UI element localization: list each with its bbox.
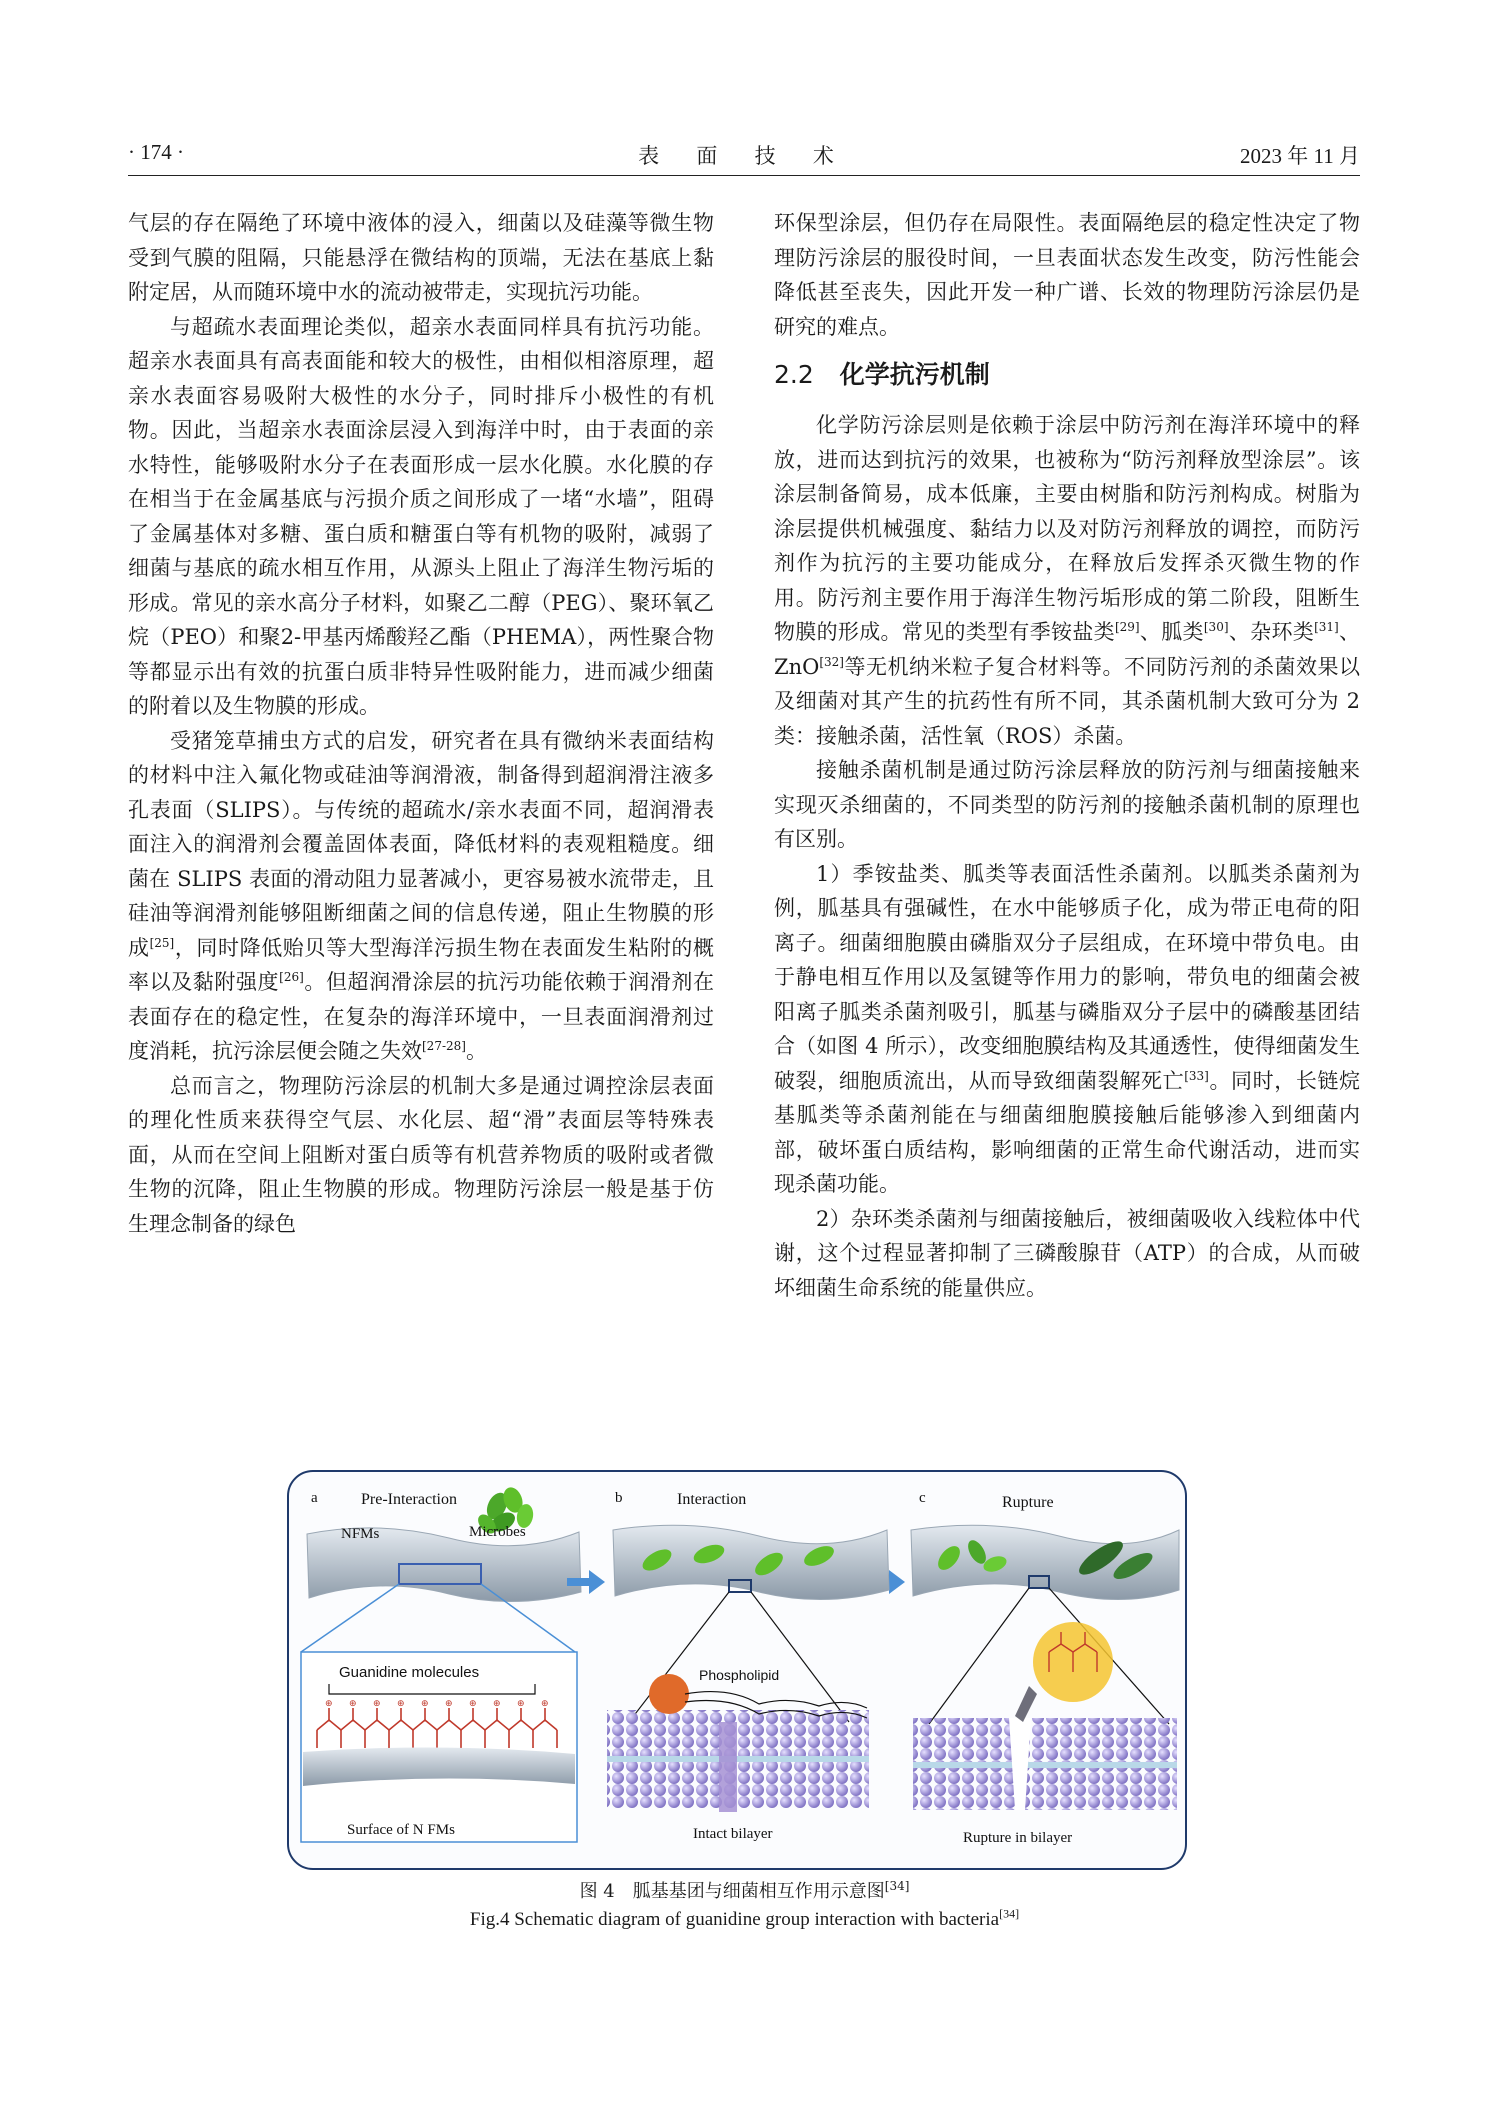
citation: [33]: [1184, 1068, 1209, 1083]
paragraph: 1）季铵盐类、胍类等表面活性杀菌剂。以胍类杀菌剂为例，胍基具有强碱性，在水中能够质子化，成为带正电荷的阳离子。细菌细胞膜由磷脂双分子层组成，在环境中带负电。由于静电相互作用以及氢键等作用力的影响，带负电的细菌会被阳离子胍类杀菌剂吸引，胍基与磷脂双分子层中的磷酸基团结合（如图 4 所示），改变细胞膜结构及其通透性，使得细菌发生破裂，细胞质流出，从而导致细菌裂解死亡[33]。同时，长链烷基胍类等杀菌剂能在与细菌细胞膜接触后能够渗入到细菌内部，破坏蛋白质结构，影响细菌的正常生命代谢活动，进而实现杀菌功能。: [774, 861, 1361, 1196]
citation: [34]: [999, 1906, 1020, 1921]
citation: [27-28]: [422, 1039, 466, 1053]
surface-label: Surface of N FMs: [347, 1822, 455, 1838]
panel-a-title: Pre-Interaction: [361, 1491, 457, 1508]
journal-title: 表 面 技 术: [638, 144, 850, 168]
intact-bilayer-label: Intact bilayer: [693, 1826, 773, 1842]
right-column: [774, 206, 1360, 1305]
figure-caption-cn: 图 4 胍基基团与细菌相互作用示意图[34]: [579, 1879, 910, 1902]
svg-text:⊕: ⊕: [469, 1699, 477, 1709]
panel-c-letter: c: [919, 1490, 926, 1506]
left-column: [128, 206, 714, 1241]
paragraph: 化学防污涂层则是依赖于涂层中防污剂在海洋环境中的释放，进而达到抗污的效果，也被称为“防污剂释放型涂层”。该涂层制备简易，成本低廉，主要由树脂和防污剂构成。树脂为涂层提供机械强度、黏结力以及对防污剂释放的调控，而防污剂作为抗污的主要功能成分，在释放后发挥杀灭微生物的作用。防污剂主要作用于海洋生物污垢形成的第二阶段，阻断生物膜的形成。常见的类型有季铵盐类[29]、胍类[30]、杂环类[31]、ZnO[32]等无机纳米粒子复合材料等。不同防污剂的杀菌效果以及细菌对其产生的抗药性有所不同，其杀菌机制大致可分为 2 类：接触杀菌，活性氧（ROS）杀菌。: [774, 413, 1361, 748]
panel-b-letter: b: [615, 1490, 623, 1506]
page-number: · 174 ·: [128, 140, 184, 164]
svg-text:⊕: ⊕: [517, 1699, 525, 1709]
citation: [32]: [819, 654, 844, 669]
bilayer-midline: [607, 1756, 869, 1762]
citation: [30]: [1203, 620, 1229, 634]
panel-b-title: Interaction: [677, 1491, 747, 1508]
paragraph: 气层的存在隔绝了环境中液体的浸入，细菌以及硅藻等微生物受到气膜的阻隔，只能悬浮在微结构的顶端，无法在基底上黏附定居，从而随环境中水的流动被带走，实现抗污功能。: [128, 211, 714, 304]
zoom-line: [929, 1588, 1029, 1724]
membrane-protein: [719, 1722, 737, 1812]
section-title: 化学抗污机制: [839, 360, 990, 389]
rupture-bilayer-label: Rupture in bilayer: [963, 1830, 1073, 1846]
rupture-arrow-icon: [1015, 1686, 1037, 1722]
issue-date: 2023 年 11 月: [1240, 144, 1360, 168]
citation: [29]: [1114, 620, 1140, 634]
guanidine-label: Guanidine molecules: [339, 1664, 480, 1681]
svg-text:⊕: ⊕: [373, 1699, 381, 1709]
svg-text:⊕: ⊕: [445, 1699, 453, 1709]
bilayer-midline: [913, 1762, 1177, 1768]
panel-c-title: Rupture: [1002, 1494, 1054, 1511]
svg-text:⊕: ⊕: [397, 1699, 405, 1709]
section-number: 2.2: [774, 360, 814, 389]
paragraph: 受猪笼草捕虫方式的启发，研究者在具有微纳米表面结构的材料中注入氟化物或硅油等润滑液，制备得到超润滑注液多孔表面（SLIPS）。与传统的超疏水/亲水表面不同，超润滑表面注入的润滑剂会覆盖固体表面，降低材料的表观粗糙度。细菌在 SLIPS 表面的滑动阻力显著减小，更容易被水流带走，且硅油等润滑剂能够阻断细菌之间的信息传递，阻止生物膜的形成[25]，同时降低贻贝等大型海洋污损生物在表面发生粘附的概率以及黏附强度[26]。但超润滑涂层的抗污功能依赖于润滑剂在表面存在的稳定性，在复杂的海洋环境中，一旦表面润滑剂过度消耗，抗污涂层便会随之失效[27-28]。: [128, 728, 715, 1063]
header-rule: [128, 175, 1360, 176]
citation: [25]: [149, 935, 175, 950]
paragraph: 环保型涂层，但仍存在局限性。表面隔绝层的稳定性决定了物理防污涂层的服役时间，一旦表面状态发生改变，防污性能会降低甚至丧失，因此开发一种广谱、长效的物理防污涂层仍是研究的难点。: [774, 211, 1360, 339]
svg-text:⊕: ⊕: [541, 1699, 549, 1709]
svg-text:⊕: ⊕: [325, 1699, 333, 1709]
paragraph: 2）杂环类杀菌剂与细菌接触后，被细菌吸收入线粒体中代谢，这个过程显著抑制了三磷酸腺苷（ATP）的合成，从而破坏细菌生命系统的能量供应。: [774, 1206, 1360, 1300]
paragraph: 总而言之，物理防污涂层的机制大多是通过调控涂层表面的理化性质来获得空气层、水化层、超“滑”表面层等特殊表面，从而在空间上阻断对蛋白质等有机营养物质的吸附或者微生物的沉降，阻止生物膜的形成。物理防污涂层一般是基于仿生理念制备的绿色: [128, 1073, 714, 1236]
citation: [34]: [884, 1879, 910, 1893]
svg-text:⊕: ⊕: [493, 1699, 501, 1709]
citation: [26]: [279, 970, 304, 984]
page-header: [128, 140, 1360, 176]
figure-caption-en: Fig.4 Schematic diagram of guanidine group interaction with bacteria[34]: [469, 1906, 1020, 1930]
paragraph: 与超疏水表面理论类似，超亲水表面同样具有抗污功能。超亲水表面具有高表面能和较大的极性，由相似相溶原理，超亲水表面容易吸附大极性的水分子，同时排斥小极性的有机物。因此，当超亲水表面涂层浸入到海洋中时，由于表面的亲水特性，能够吸附水分子在表面形成一层水化膜。水化膜的存在相当于在金属基底与污损介质之间形成了一堵“水墙”，阻碍了金属基体对多糖、蛋白质和糖蛋白等有机物的吸附，减弱了细菌与基底的疏水相互作用，从源头上阻止了海洋生物污垢的形成。常见的亲水高分子材料，如聚乙二醇（PEG）、聚环氧乙烷（PEO）和聚2-甲基丙烯酸羟乙酯（PHEMA），两性聚合物等都显示出有效的抗蛋白质非特异性吸附能力，进而减少细菌的附着以及生物膜的形成。: [128, 314, 714, 718]
figure-4: [287, 1470, 1187, 1870]
svg-text:⊕: ⊕: [349, 1699, 357, 1709]
section-heading: [774, 357, 1360, 393]
phospholipid-label: Phospholipid: [699, 1667, 780, 1683]
citation: [31]: [1314, 620, 1339, 634]
panel-a-letter: a: [311, 1490, 318, 1506]
paragraph: 接触杀菌机制是通过防污涂层释放的防污剂与细菌接触来实现灭杀细菌的，不同类型的防污剂的接触杀菌机制的原理也有区别。: [774, 758, 1360, 851]
nfms-label: NFMs: [341, 1526, 380, 1542]
guanidine-binding-site: [649, 1674, 689, 1714]
svg-text:⊕: ⊕: [421, 1699, 429, 1709]
phospholipid-tail: [685, 1692, 867, 1708]
microbes-label: Microbes: [469, 1524, 526, 1540]
figure-illustration: [289, 1472, 1189, 1872]
